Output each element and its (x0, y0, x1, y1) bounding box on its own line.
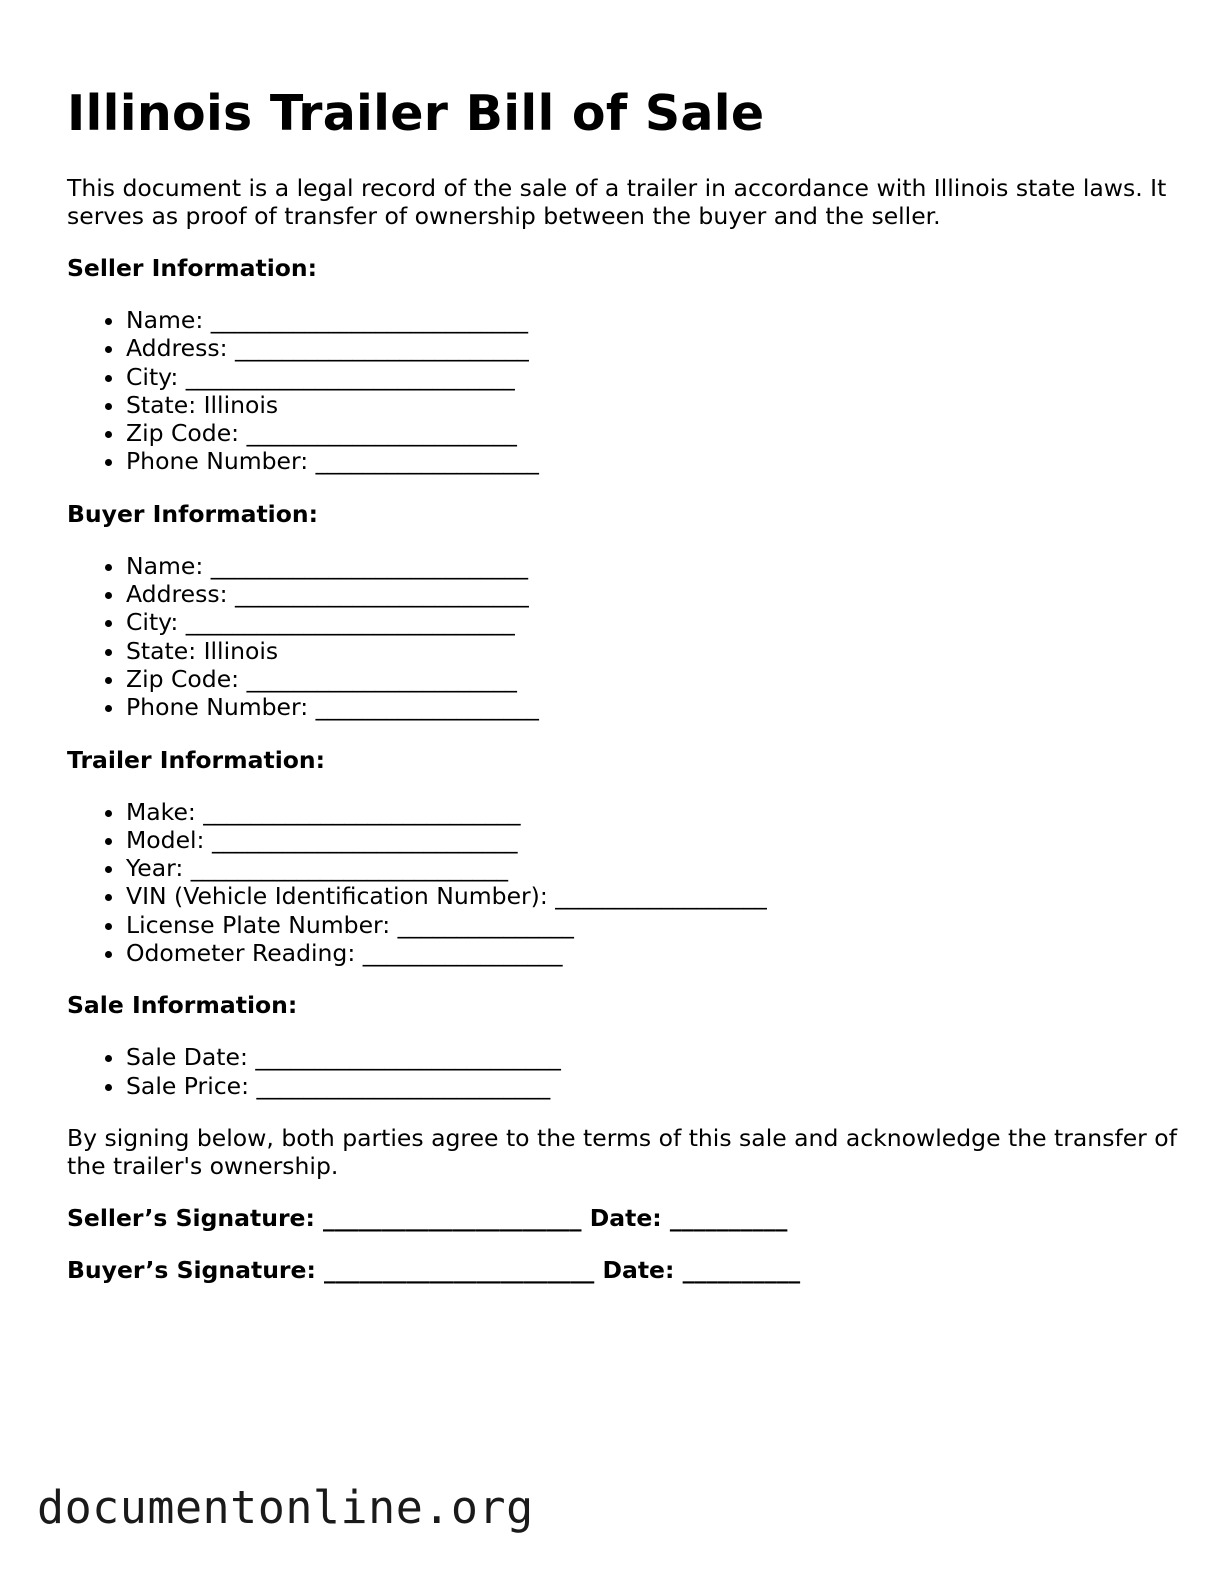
seller-city-field: • City: ____________________________ (126, 363, 1177, 391)
sale-heading: Sale Information: (67, 991, 298, 1020)
buyer-zip-field: • Zip Code: _______________________ (126, 665, 1177, 693)
seller-list (67, 306, 1177, 476)
seller-name-field: • Name: ___________________________ (126, 306, 1177, 334)
seller-signature-line: Seller’s Signature: ______________________ Date: __________ (67, 1203, 788, 1232)
seller-phone-field: • Phone Number: ___________________ (126, 447, 1177, 475)
trailer-heading: Trailer Information: (67, 745, 326, 774)
buyer-signature-line: Buyer’s Signature: _______________________ Date: __________ (67, 1255, 801, 1284)
sale-price-field: • Sale Price: _________________________ (126, 1072, 1177, 1100)
buyer-state-field: • State: Illinois (126, 637, 1177, 665)
watermark-text: documentonline.org (37, 1481, 534, 1534)
trailer-year-field: • Year: ___________________________ (126, 854, 1177, 882)
closing-paragraph: By signing below, both parties agree to the terms of this sale and acknowledge the transfer of the trailer's ownership. (67, 1123, 1177, 1180)
seller-state-field: • State: Illinois (126, 391, 1177, 419)
buyer-heading: Buyer Information: (67, 499, 319, 528)
buyer-name-field: • Name: ___________________________ (126, 552, 1177, 580)
buyer-address-field: • Address: _________________________ (126, 580, 1177, 608)
trailer-list (67, 798, 1177, 968)
seller-address-field: • Address: _________________________ (126, 334, 1177, 362)
trailer-make-field: • Make: ___________________________ (126, 798, 1177, 826)
buyer-city-field: • City: ____________________________ (126, 608, 1177, 636)
seller-zip-field: • Zip Code: _______________________ (126, 419, 1177, 447)
seller-heading: Seller Information: (67, 254, 318, 282)
buyer-phone-field: • Phone Number: ___________________ (126, 693, 1177, 721)
trailer-vin-field: • VIN (Vehicle Identification Number): __________________ (126, 882, 1177, 910)
trailer-odometer-field: • Odometer Reading: _________________ (126, 939, 1177, 967)
document-title: Illinois Trailer Bill of Sale (67, 85, 765, 142)
buyer-list (67, 552, 1177, 722)
sale-list (67, 1043, 1177, 1100)
intro-paragraph: This document is a legal record of the sale of a trailer in accordance with Illinois state laws. It serves as proof of transfer of ownership between the buyer and the seller. (67, 174, 1167, 230)
trailer-plate-field: • License Plate Number: _______________ (126, 911, 1177, 939)
trailer-model-field: • Model: __________________________ (126, 826, 1177, 854)
sale-date-field: • Sale Date: __________________________ (126, 1043, 1177, 1071)
document-page (67, 82, 1177, 1308)
